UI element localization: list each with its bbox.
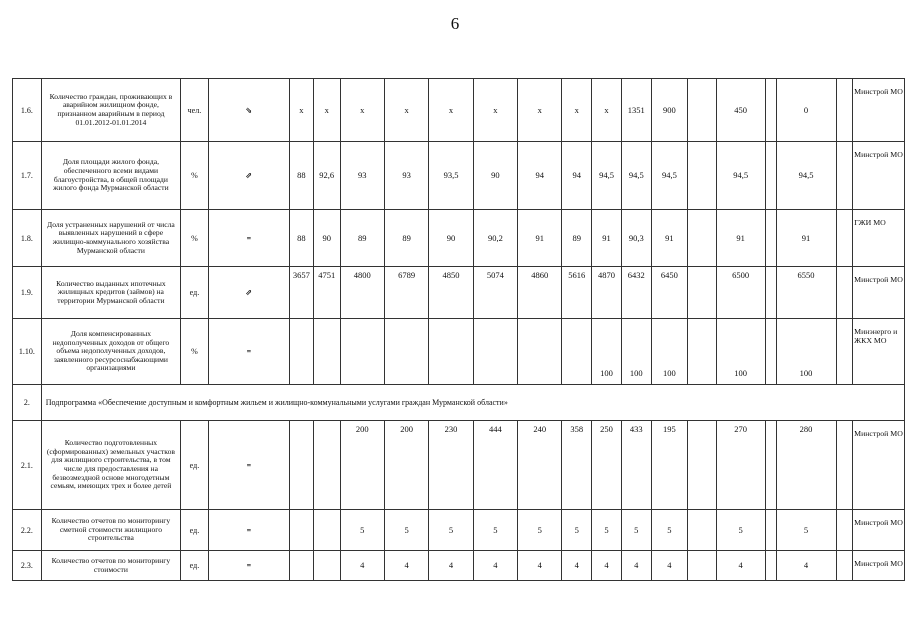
value-cell: 358 <box>562 421 592 510</box>
table-row <box>13 319 905 385</box>
value-cell <box>688 142 716 210</box>
value-cell: х <box>592 79 622 142</box>
value-cell: х <box>289 79 313 142</box>
section-number: 2. <box>13 385 42 421</box>
value-cell: 88 <box>289 210 313 267</box>
value-cell <box>518 319 562 385</box>
value-cell: 93,5 <box>429 142 473 210</box>
table-row <box>13 142 905 210</box>
indicators-table <box>12 78 905 581</box>
value-cell <box>384 319 428 385</box>
value-cell: 195 <box>651 421 688 510</box>
row-number: 2.1. <box>13 421 42 510</box>
value-cell <box>688 210 716 267</box>
value-cell: х <box>313 79 340 142</box>
value-cell: 0 <box>776 79 836 142</box>
table-row <box>13 79 905 142</box>
trend-cell: ⇘ <box>208 79 289 142</box>
trend-cell: = <box>208 421 289 510</box>
value-cell: 90 <box>473 142 517 210</box>
value-cell: 4 <box>621 551 651 581</box>
unit-cell: ед. <box>181 267 209 319</box>
value-cell: 280 <box>776 421 836 510</box>
indicator-name: Доля компенсированных недополученных доходов от общего объема недополученных доходов, заявленного ресурсоснабжающими организациями <box>41 319 180 385</box>
value-cell: х <box>562 79 592 142</box>
value-cell: 94 <box>518 142 562 210</box>
value-cell: 94,5 <box>621 142 651 210</box>
indicator-name: Доля устраненных нарушений от числа выявленных нарушений в сфере жилищно-коммунального хозяйства Мурманской области <box>41 210 180 267</box>
value-cell: 5 <box>592 510 622 551</box>
value-cell: 5 <box>716 510 765 551</box>
value-cell <box>688 267 716 319</box>
value-cell: 90 <box>313 210 340 267</box>
value-cell: 93 <box>384 142 428 210</box>
value-cell: 4850 <box>429 267 473 319</box>
responsible-cell: Минстрой МО <box>853 79 905 142</box>
unit-cell: ед. <box>181 510 209 551</box>
value-cell: 91 <box>716 210 765 267</box>
value-cell: 5 <box>384 510 428 551</box>
value-cell: 900 <box>651 79 688 142</box>
value-cell: 6500 <box>716 267 765 319</box>
value-cell: 5 <box>621 510 651 551</box>
indicator-name: Количество отчетов по мониторингу сметной стоимости жилищного строительства <box>41 510 180 551</box>
value-cell: 5 <box>518 510 562 551</box>
indicator-name: Количество выданных ипотечных жилищных кредитов (займов) на территории Мурманской области <box>41 267 180 319</box>
value-cell: 100 <box>621 319 651 385</box>
row-number: 2.2. <box>13 510 42 551</box>
unit-cell: ед. <box>181 551 209 581</box>
value-cell <box>289 510 313 551</box>
value-cell: 100 <box>592 319 622 385</box>
value-cell <box>429 319 473 385</box>
value-cell: 433 <box>621 421 651 510</box>
trend-cell: = <box>208 210 289 267</box>
value-cell <box>836 142 853 210</box>
row-number: 1.9. <box>13 267 42 319</box>
responsible-cell: Минстрой МО <box>853 510 905 551</box>
value-cell: 88 <box>289 142 313 210</box>
value-cell: 6432 <box>621 267 651 319</box>
indicator-name: Количество граждан, проживающих в аварийном жилищном фонде, признанном аварийным в период 01.01.2012-01.01.2014 <box>41 79 180 142</box>
value-cell: 250 <box>592 421 622 510</box>
value-cell <box>765 421 776 510</box>
value-cell <box>562 319 592 385</box>
value-cell: 4 <box>716 551 765 581</box>
unit-cell: % <box>181 210 209 267</box>
value-cell <box>688 510 716 551</box>
value-cell: 94,5 <box>716 142 765 210</box>
value-cell: 94,5 <box>776 142 836 210</box>
unit-cell: ед. <box>181 421 209 510</box>
value-cell: 100 <box>651 319 688 385</box>
table-row <box>13 267 905 319</box>
value-cell: 5 <box>651 510 688 551</box>
section-row <box>13 385 905 421</box>
table-row <box>13 210 905 267</box>
value-cell: 4 <box>518 551 562 581</box>
value-cell <box>313 319 340 385</box>
value-cell: 4751 <box>313 267 340 319</box>
value-cell: 4 <box>776 551 836 581</box>
value-cell: 5074 <box>473 267 517 319</box>
value-cell: 230 <box>429 421 473 510</box>
value-cell: 270 <box>716 421 765 510</box>
value-cell <box>688 79 716 142</box>
value-cell: х <box>340 79 384 142</box>
indicator-name: Количество подготовленных (сформированных) земельных участков для жилищного строительства, в том числе для предоставления на безвозмездной основе многодетным семьям, имеющих трех и более детей <box>41 421 180 510</box>
value-cell: 1351 <box>621 79 651 142</box>
value-cell: 90,2 <box>473 210 517 267</box>
responsible-cell: Минэнерго и ЖКХ МО <box>853 319 905 385</box>
value-cell: 4 <box>384 551 428 581</box>
value-cell: 5616 <box>562 267 592 319</box>
value-cell: 5 <box>429 510 473 551</box>
value-cell: х <box>384 79 428 142</box>
unit-cell: % <box>181 319 209 385</box>
value-cell <box>836 210 853 267</box>
value-cell <box>765 510 776 551</box>
trend-cell: ⇗ <box>208 142 289 210</box>
value-cell: 6789 <box>384 267 428 319</box>
indicator-name: Доля площади жилого фонда, обеспеченного всеми видами благоустройства, в общей площади жилого фонда Мурманской области <box>41 142 180 210</box>
value-cell <box>765 79 776 142</box>
value-cell <box>765 210 776 267</box>
value-cell: 5 <box>473 510 517 551</box>
value-cell: х <box>518 79 562 142</box>
value-cell: 92,6 <box>313 142 340 210</box>
value-cell <box>765 142 776 210</box>
value-cell: 5 <box>776 510 836 551</box>
value-cell <box>313 421 340 510</box>
row-number: 1.6. <box>13 79 42 142</box>
value-cell <box>765 319 776 385</box>
trend-cell: ⇗ <box>208 267 289 319</box>
value-cell <box>836 421 853 510</box>
value-cell: 90,3 <box>621 210 651 267</box>
unit-cell: % <box>181 142 209 210</box>
value-cell: 240 <box>518 421 562 510</box>
value-cell: 4860 <box>518 267 562 319</box>
table-row <box>13 551 905 581</box>
value-cell <box>313 551 340 581</box>
value-cell: 3657 <box>289 267 313 319</box>
trend-cell: = <box>208 319 289 385</box>
indicator-name: Количество отчетов по мониторингу стоимости <box>41 551 180 581</box>
value-cell: 94,5 <box>651 142 688 210</box>
value-cell: 100 <box>776 319 836 385</box>
value-cell <box>765 551 776 581</box>
value-cell: 200 <box>340 421 384 510</box>
value-cell: 4 <box>562 551 592 581</box>
value-cell: 6550 <box>776 267 836 319</box>
value-cell: 4 <box>473 551 517 581</box>
row-number: 1.8. <box>13 210 42 267</box>
value-cell <box>289 421 313 510</box>
value-cell: 450 <box>716 79 765 142</box>
value-cell <box>688 421 716 510</box>
value-cell: 89 <box>384 210 428 267</box>
value-cell: 4 <box>429 551 473 581</box>
value-cell <box>688 319 716 385</box>
value-cell <box>836 267 853 319</box>
value-cell: 6450 <box>651 267 688 319</box>
table-row <box>13 510 905 551</box>
value-cell <box>765 267 776 319</box>
value-cell <box>289 551 313 581</box>
responsible-cell: ГЖИ МО <box>853 210 905 267</box>
trend-cell: = <box>208 510 289 551</box>
value-cell: 89 <box>340 210 384 267</box>
value-cell <box>688 551 716 581</box>
value-cell: 4 <box>651 551 688 581</box>
value-cell <box>836 510 853 551</box>
value-cell: 444 <box>473 421 517 510</box>
value-cell <box>313 510 340 551</box>
value-cell: 94 <box>562 142 592 210</box>
value-cell: 89 <box>562 210 592 267</box>
responsible-cell: Минстрой МО <box>853 551 905 581</box>
value-cell: 100 <box>716 319 765 385</box>
value-cell: 93 <box>340 142 384 210</box>
value-cell: 91 <box>592 210 622 267</box>
value-cell <box>836 79 853 142</box>
value-cell: х <box>473 79 517 142</box>
value-cell <box>836 551 853 581</box>
value-cell: 91 <box>651 210 688 267</box>
value-cell: 94,5 <box>592 142 622 210</box>
value-cell: 4800 <box>340 267 384 319</box>
page-number: 6 <box>450 14 460 33</box>
responsible-cell: Минстрой МО <box>853 142 905 210</box>
value-cell: 91 <box>518 210 562 267</box>
table-row <box>13 421 905 510</box>
responsible-cell: Минстрой МО <box>853 421 905 510</box>
value-cell: 90 <box>429 210 473 267</box>
responsible-cell: Минстрой МО <box>853 267 905 319</box>
value-cell: 5 <box>562 510 592 551</box>
unit-cell: чел. <box>181 79 209 142</box>
value-cell <box>289 319 313 385</box>
value-cell: 91 <box>776 210 836 267</box>
value-cell <box>836 319 853 385</box>
trend-cell: = <box>208 551 289 581</box>
value-cell: 4 <box>592 551 622 581</box>
value-cell <box>340 319 384 385</box>
value-cell <box>473 319 517 385</box>
section-title: Подпрограмма «Обеспечение доступным и комфортным жильем и жилищно-коммунальными услугами граждан Мурманской области» <box>41 385 904 421</box>
row-number: 1.7. <box>13 142 42 210</box>
row-number: 1.10. <box>13 319 42 385</box>
value-cell: х <box>429 79 473 142</box>
value-cell: 4 <box>340 551 384 581</box>
value-cell: 5 <box>340 510 384 551</box>
value-cell: 4870 <box>592 267 622 319</box>
row-number: 2.3. <box>13 551 42 581</box>
value-cell: 200 <box>384 421 428 510</box>
